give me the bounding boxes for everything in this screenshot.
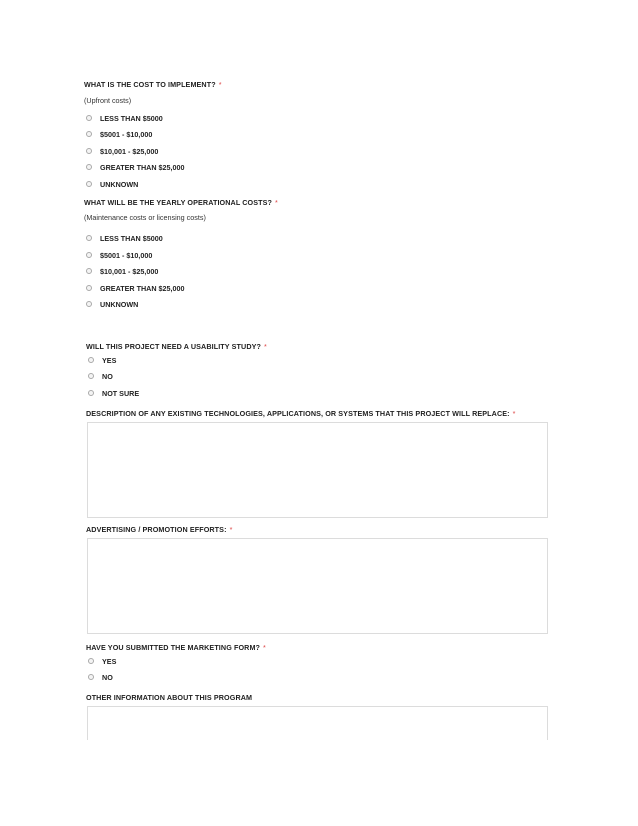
radio-button[interactable] [86,301,92,307]
radio-button[interactable] [86,181,92,187]
radio-button[interactable] [88,390,94,396]
radio-button[interactable] [86,164,92,170]
cost-question-label [84,80,222,89]
yearly-option-4-label: GREATER THAN $25,000 [100,283,185,293]
radio-button[interactable] [86,268,92,274]
cost-option-2-label: $5001 - $10,000 [100,129,153,139]
cost-option-1-label: LESS THAN $5000 [100,113,163,123]
required-marker: * [275,198,278,207]
usability-question-text: WILL THIS PROJECT NEED A USABILITY STUDY? [86,342,262,351]
other-info-label: OTHER INFORMATION ABOUT THIS PROGRAM [86,693,253,702]
radio-button[interactable] [86,235,92,241]
other-info-textarea[interactable] [87,706,548,740]
yearly-option-2-label: $5001 - $10,000 [100,250,153,260]
yearly-option-5[interactable] [86,299,138,309]
yearly-option-1[interactable] [86,233,163,243]
radio-button[interactable] [86,148,92,154]
cost-option-4[interactable] [86,162,185,172]
radio-button[interactable] [88,357,94,363]
existing-systems-textarea[interactable] [87,422,548,518]
cost-option-4-label: GREATER THAN $25,000 [100,162,185,172]
yearly-question-note: (Maintenance costs or licensing costs) [84,213,206,222]
yearly-option-3[interactable] [86,266,158,276]
usability-option-yes-label: YES [102,355,117,365]
marketing-option-yes[interactable] [88,656,116,666]
cost-option-5-label: UNKNOWN [100,179,139,189]
advertising-textarea[interactable] [87,538,548,634]
advertising-text: ADVERTISING / PROMOTION EFFORTS: [86,525,227,534]
yearly-option-4[interactable] [86,283,185,293]
cost-option-5[interactable] [86,179,138,189]
existing-systems-label [86,409,516,418]
marketing-option-no[interactable] [88,672,113,682]
yearly-option-3-label: $10,001 - $25,000 [100,266,159,276]
radio-button[interactable] [86,285,92,291]
existing-systems-text: DESCRIPTION OF ANY EXISTING TECHNOLOGIES, APPLICATIONS, OR SYSTEMS THAT THIS PROJECT WILL REPLACE: [86,409,510,418]
cost-question-note: (Upfront costs) [84,96,132,105]
marketing-option-no-label: NO [102,672,113,682]
required-marker: * [263,643,266,652]
radio-button[interactable] [86,131,92,137]
usability-option-yes[interactable] [88,355,116,365]
radio-button[interactable] [88,373,94,379]
advertising-label [86,525,232,534]
required-marker: * [218,80,222,89]
required-marker: * [512,409,516,418]
usability-option-no-label: NO [102,371,113,381]
radio-button[interactable] [86,252,92,258]
yearly-option-5-label: UNKNOWN [100,299,139,309]
marketing-form-text: HAVE YOU SUBMITTED THE MARKETING FORM? [86,643,261,652]
required-marker: * [229,525,233,534]
usability-question-label [86,342,267,351]
cost-option-3[interactable] [86,146,158,156]
yearly-question-label [84,198,278,207]
yearly-question-text: WHAT WILL BE THE YEARLY OPERATIONAL COSTS? [84,198,273,207]
yearly-option-1-label: LESS THAN $5000 [100,233,163,243]
yearly-option-2[interactable] [86,250,152,260]
marketing-option-yes-label: YES [102,656,117,666]
radio-button[interactable] [88,658,94,664]
radio-button[interactable] [88,674,94,680]
usability-option-no[interactable] [88,371,113,381]
radio-button[interactable] [86,115,92,121]
required-marker: * [264,342,267,351]
usability-option-not-sure[interactable] [88,388,139,398]
usability-option-not-sure-label: NOT SURE [102,388,140,398]
cost-option-2[interactable] [86,129,152,139]
cost-question-text: WHAT IS THE COST TO IMPLEMENT? [84,80,216,89]
cost-option-3-label: $10,001 - $25,000 [100,146,159,156]
cost-option-1[interactable] [86,113,163,123]
marketing-form-label [86,643,266,652]
